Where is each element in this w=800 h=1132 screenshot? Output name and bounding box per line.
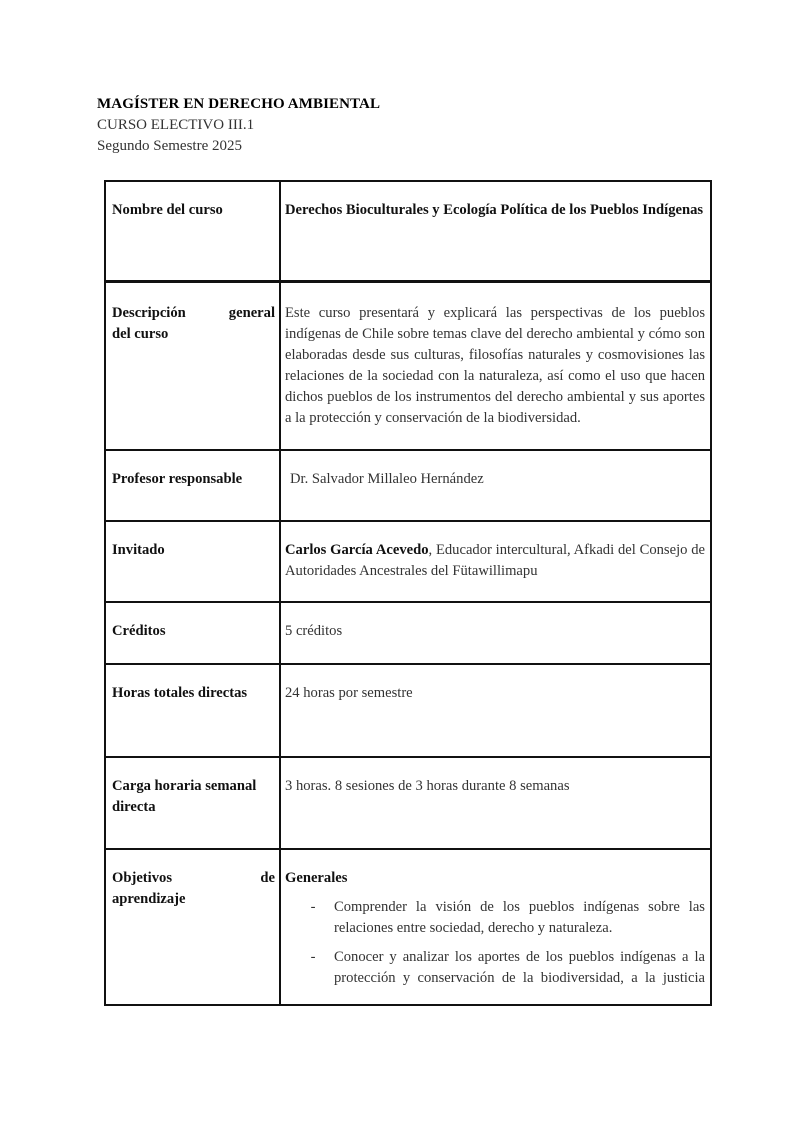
dash-bullet: - <box>310 949 316 965</box>
label-objectives-word-3: aprendizaje <box>112 891 186 907</box>
objective-text: Comprender la visión de los pueblos indígenas sobre las relaciones entre sociedad, derecho y naturaleza. <box>334 899 705 936</box>
value-total-hours: 24 horas por semestre <box>280 664 711 757</box>
label-description-word-3: del curso <box>112 326 169 342</box>
label-description <box>105 282 280 451</box>
row-objectives <box>105 849 711 1005</box>
label-description-word-1: Descripción <box>112 305 186 321</box>
course-info-table <box>104 180 712 1006</box>
row-credits <box>105 602 711 664</box>
row-guest <box>105 521 711 602</box>
guest-description: , Educador intercultural, Afkadi del Consejo de Autoridades Ancestrales del Fütawillimapu <box>285 542 705 579</box>
label-professor: Profesor responsable <box>105 450 280 521</box>
objective-text: Conocer y analizar los aportes de los pueblos indígenas a la protección y conservación de la biodiversidad, a la justicia <box>334 949 705 986</box>
row-professor <box>105 450 711 521</box>
label-course-name: Nombre del curso <box>105 181 280 282</box>
value-guest <box>280 521 711 602</box>
row-weekly-load <box>105 757 711 849</box>
row-course-name <box>105 181 711 282</box>
label-total-hours: Horas totales directas <box>105 664 280 757</box>
value-course-name: Derechos Bioculturales y Ecología Política de los Pueblos Indígenas <box>280 181 711 282</box>
label-objectives <box>105 849 280 1005</box>
course-type: CURSO ELECTIVO III.1 <box>97 117 255 133</box>
guest-name: Carlos García Acevedo <box>285 542 429 558</box>
label-description-word-2: general <box>228 305 275 321</box>
program-title: MAGÍSTER EN DERECHO AMBIENTAL <box>97 96 381 112</box>
list-item <box>285 897 705 939</box>
row-description <box>105 282 711 451</box>
label-objectives-word-1: Objetivos <box>112 870 172 886</box>
label-weekly-load: Carga horaria semanal directa <box>105 757 280 849</box>
semester: Segundo Semestre 2025 <box>97 138 242 154</box>
label-objectives-word-2: de <box>260 870 275 886</box>
value-weekly-load: 3 horas. 8 sesiones de 3 horas durante 8 semanas <box>280 757 711 849</box>
value-professor: Dr. Salvador Millaleo Hernández <box>280 450 711 521</box>
dash-bullet: - <box>310 899 316 915</box>
objectives-general-title: Generales <box>285 870 348 886</box>
list-item <box>285 947 705 989</box>
document-header <box>97 94 380 157</box>
value-description: Este curso presentará y explicará las perspectivas de los pueblos indígenas de Chile sobre temas clave del derecho ambiental y cómo son elaboradas desde sus culturas, filosofías naturales y cosmovisiones las relaciones de la sociedad con la naturaleza, así como el uso que hacen dichos pueblos de los instrumentos del derecho ambiental y sus aportes a la protección y conservación de la biodiversidad. <box>280 282 711 451</box>
value-objectives <box>280 849 711 1005</box>
label-credits: Créditos <box>105 602 280 664</box>
label-guest: Invitado <box>105 521 280 602</box>
objectives-list <box>285 897 705 989</box>
row-total-hours <box>105 664 711 757</box>
value-credits: 5 créditos <box>280 602 711 664</box>
